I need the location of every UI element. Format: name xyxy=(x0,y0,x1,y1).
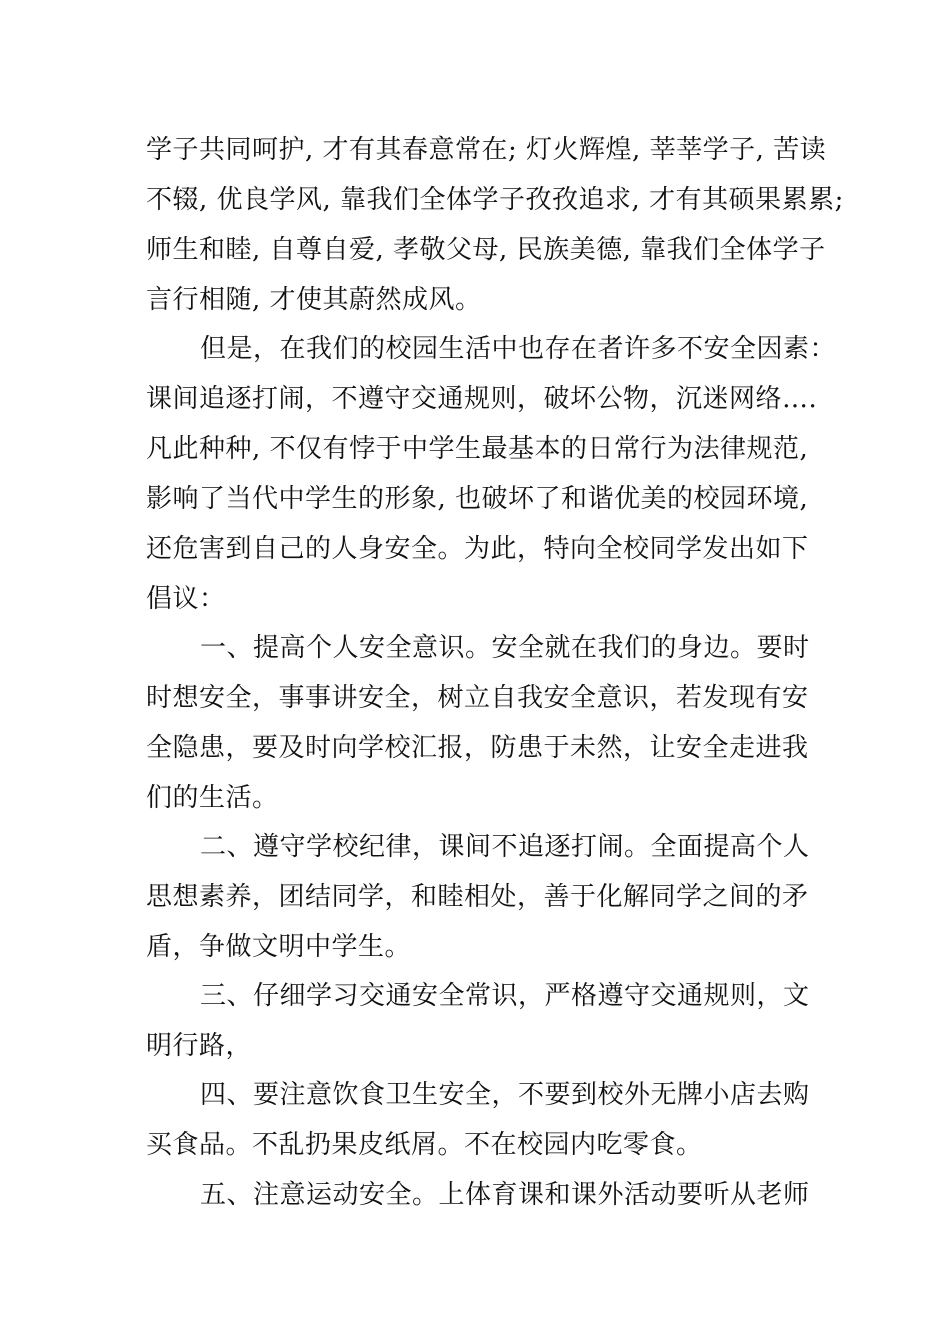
item-4-line-2: 买食品。不乱扔果皮纸屑。不在校园内吃零食。 xyxy=(146,1130,703,1160)
text-line-3: 师生和睦, 自尊自爱, 孝敬父母, 民族美德, 靠我们全体学子 xyxy=(146,235,826,265)
paragraph-2-line-5: 还危害到自己的人身安全。为此，特向全校同学发出如下 xyxy=(146,534,809,564)
text-line-1: 学子共同呵护, 才有其春意常在; 灯火辉煌, 莘莘学子, 苦读 xyxy=(146,135,827,165)
item-2-line-1: 二、遵守学校纪律，课间不追逐打闹。全面提高个人 xyxy=(200,832,810,862)
paragraph-2-line-4: 影响了当代中学生的形象, 也破坏了和谐优美的校园环境, xyxy=(146,484,809,514)
item-2-line-2: 思想素养，团结同学，和睦相处，善于化解同学之间的矛 xyxy=(146,882,809,912)
item-1-line-4: 们的生活。 xyxy=(146,783,279,813)
item-4-line-1: 四、要注意饮食卫生安全，不要到校外无牌小店去购 xyxy=(200,1080,810,1110)
paragraph-2-line-1: 但是，在我们的校园生活中也存在者许多不安全因素： xyxy=(200,334,837,364)
paragraph-2-line-2: 课间追逐打闹，不遵守交通规则，破坏公物，沉迷网络…. xyxy=(146,384,818,414)
item-1-line-1: 一、提高个人安全意识。安全就在我们的身边。要时 xyxy=(200,633,810,663)
item-5-line-1: 五、注意运动安全。上体育课和课外活动要听从老师 xyxy=(200,1180,810,1210)
item-3-line-1: 三、仔细学习交通安全常识，严格遵守交通规则，文 xyxy=(200,981,810,1011)
text-line-4: 言行相随, 才使其蔚然成风。 xyxy=(146,285,482,315)
item-1-line-2: 时想安全，事事讲安全，树立自我安全意识，若发现有安 xyxy=(146,683,809,713)
paragraph-2-line-3: 凡此种种, 不仅有悖于中学生最基本的日常行为法律规范, xyxy=(146,434,809,464)
paragraph-2-line-6: 倡议： xyxy=(146,584,226,614)
item-1-line-3: 全隐患，要及时向学校汇报，防患于未然，让安全走进我 xyxy=(146,733,809,763)
item-2-line-3: 盾，争做文明中学生。 xyxy=(146,932,412,962)
item-3-line-2: 明行路， xyxy=(146,1031,253,1061)
text-line-2: 不辍, 优良学风, 靠我们全体学子孜孜追求, 才有其硕果累累; xyxy=(146,185,844,215)
